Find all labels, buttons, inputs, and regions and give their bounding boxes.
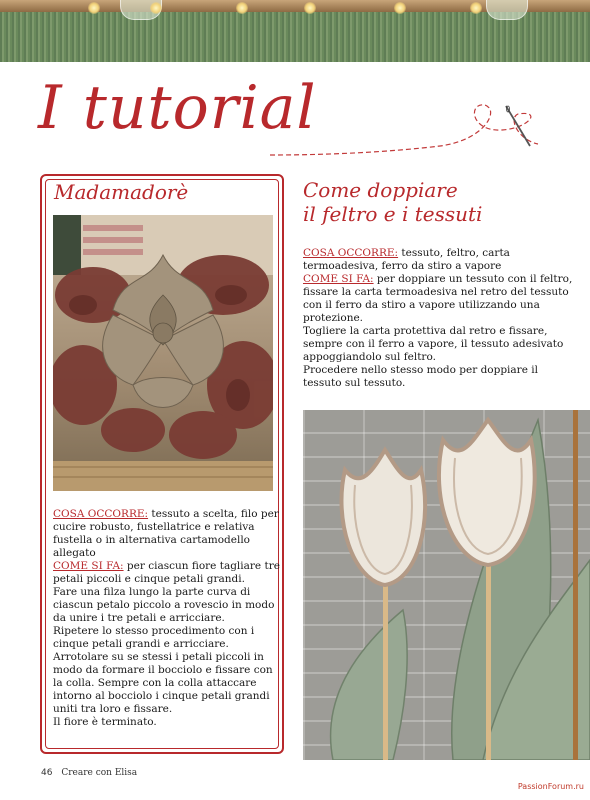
header-photo-strip — [0, 0, 590, 62]
tutorial-title-doppiare — [303, 178, 573, 226]
fairy-light — [394, 2, 406, 14]
instructions-paragraph — [53, 560, 285, 586]
instructions-label: COME SI FA: — [53, 560, 124, 572]
materials-text: tessuto, feltro, carta termoadesiva, ferro da stiro a vapore — [303, 247, 510, 272]
fairy-light — [236, 2, 248, 14]
step-paragraph: Procedere nello stesso modo per doppiare il tessuto sul tessuto. — [303, 364, 538, 389]
tutorial-title-madamadore: Madamadorè — [54, 180, 189, 204]
step-paragraph: Arrotolare su se stessi i petali piccoli in modo da formare il bocciolo e fissare con la colla. Sempre con la colla attaccare intorno al bocciolo i cinque petali grandi uniti tra loro e fissare. — [53, 651, 273, 715]
fairy-light — [150, 2, 162, 14]
title-line: il feltro e i tessuti — [303, 202, 483, 226]
step-paragraph: Togliere la carta protettiva dal retro e fissare, sempre con il ferro a vapore, il tessuto adesivato appoggiandolo sul feltro. — [303, 325, 564, 363]
watermark: PassionForum.ru — [517, 782, 584, 791]
step-paragraph: Fare una filza lungo la parte curva di ciascun petalo piccolo a rovescio in modo da unire i tre petali e arricciare. — [53, 586, 275, 624]
materials-paragraph — [303, 247, 579, 273]
fairy-light — [304, 2, 316, 14]
instructions-text: per ciascun fiore tagliare tre petali piccoli e cinque petali grandi. — [53, 560, 280, 585]
materials-paragraph — [53, 508, 285, 560]
step-paragraph: Il fiore è terminato. — [53, 716, 157, 728]
materials-label: COSA OCCORRE: — [303, 247, 399, 259]
page-number: 46 — [41, 768, 53, 778]
page-title: I tutorial — [38, 73, 317, 143]
tutorial-text-doppiare — [303, 247, 579, 390]
tutorial-text-madamadore — [53, 508, 285, 729]
fairy-light — [88, 2, 100, 14]
fairy-light — [470, 2, 482, 14]
instructions-label: COME SI FA: — [303, 273, 374, 285]
magazine-name: Creare con Elisa — [61, 768, 138, 778]
materials-text: tessuto a scelta, filo per cucire robusto, fustellatrice e relativa fustella o in alternativa cartamodello allegato — [53, 508, 279, 559]
needle-thread-decoration — [270, 80, 570, 180]
page-footer — [41, 768, 137, 778]
glass-jar — [486, 0, 528, 20]
step-paragraph: Ripetere lo stesso procedimento con i cinque petali grandi e arricciare. — [53, 625, 255, 650]
materials-label: COSA OCCORRE: — [53, 508, 149, 520]
instructions-text: per doppiare un tessuto con il feltro, fissare la carta termoadesiva nel retro del tessuto con il ferro da stiro a vapore utilizzando una protezione. — [303, 273, 573, 324]
fabric-flower-photo — [53, 215, 273, 491]
felt-tulips-photo — [303, 410, 590, 760]
title-line: Come doppiare — [303, 178, 458, 202]
instructions-paragraph — [303, 273, 579, 325]
